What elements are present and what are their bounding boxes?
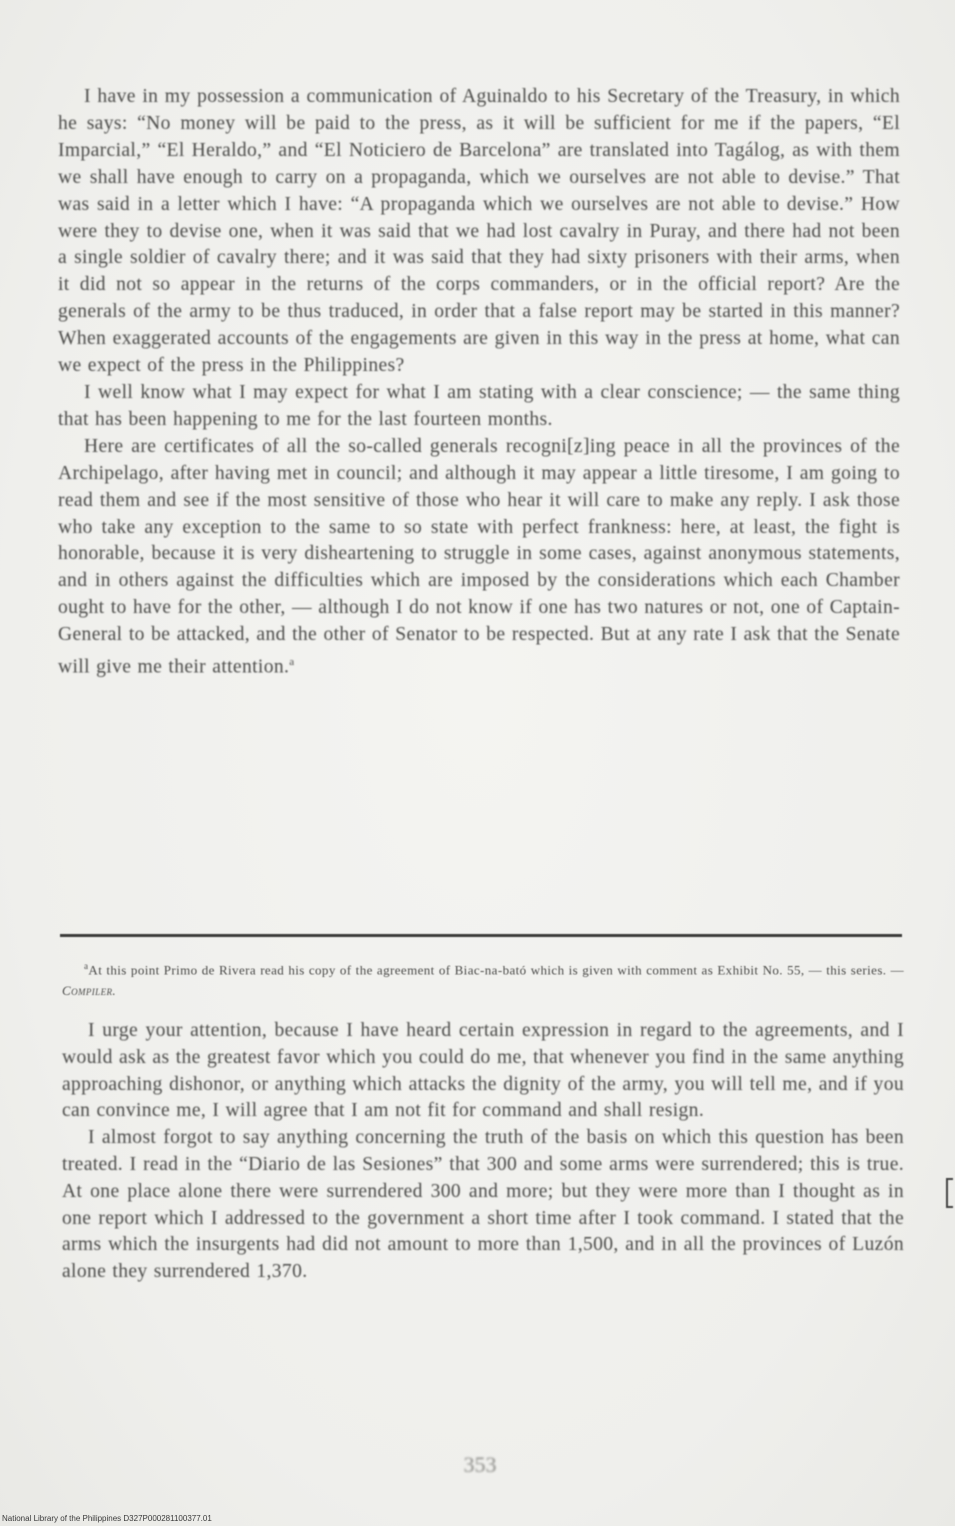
page-number: 353 <box>463 1452 497 1477</box>
footnote-divider <box>60 934 902 937</box>
paragraph-arms-surrendered: I almost forgot to say anything concerning the truth of the basis on which this question has been treated. I read in the “Diario de las Sesiones” that 300 and some arms were surrendered; this is true. At one place alone there were surrendered 300 and more; but they were more than I thought as in one report which I addressed to the government a short time after I took command. I stated that the arms which the insurgents had did not amount to more than 1,500, and in all the provinces of Luzón alone they surrendered 1,370. <box>62 1127 904 1283</box>
archive-credit: National Library of the Philippines D327P000281100377.01 <box>2 1514 212 1523</box>
footnote-marker: a <box>84 961 89 971</box>
footnote-signature: Compiler. <box>62 983 117 999</box>
footnote-text: At this point Primo de Rivera read his copy of the agreement of Biac-na-bató which is given with comment as Exhibit No. 55, — this series. — <box>88 962 904 978</box>
footnote-reference: a <box>289 656 295 669</box>
continued-text-block <box>62 1018 904 1286</box>
paragraph-certificates <box>58 434 900 682</box>
margin-bracket-mark <box>946 1178 953 1208</box>
paragraph-urge-attention: I urge your attention, because I have heard certain expression in regard to the agreements, and I would ask as the greatest favor which you could do me, that whenever you find in the same anything approaching dishonor, or anything which attacks the dignity of the army, you will tell me, and if you can convince me, I will agree that I am not fit for command and shall resign. <box>62 1020 904 1122</box>
paragraph-clear-conscience: I well know what I may expect for what I am stating with a clear conscience; — the same thing that has been happening to me for the last fourteen months. <box>58 381 900 430</box>
paragraph-certificates-text: Here are certificates of all the so-called generals recogni[z]ing peace in all the provinces of the Archipelago, after having met in council; and although it may appear a little tiresome, I am going to read them and see if the most sensitive of those who hear it will care to make any reply. I ask those who take any exception to the same to so state with perfect frankness: here, at least, the fight is honorable, because it is very disheartening to struggle in some cases, against anonymous statements, and in others against the difficulties which are imposed by the considerations which each Chamber ought to have for the other, — although I do not know if one has two natures or not, one of Captain-General to be attacked, and the other of Senator to be respected. But at any rate I ask that the Senate will give me their attention. <box>58 435 900 678</box>
paragraph-aguinaldo-letter: I have in my possession a communication of Aguinaldo to his Secretary of the Treasury, in which he says: “No money will be paid to the press, as it will be sufficient for me if the papers, “El Imparcial,” “El Heraldo,” and “El Noticiero de Barcelona” are translated into Tagálog, as with them we shall have enough to carry on a propaganda, which we ourselves are not able to devise.” That was said in a letter which I have: “A propaganda which we ourselves are not able to devise.” How were they to devise one, when it was said that we had lost cavalry in Puray, and there had not been a single soldier of cavalry there; and it was said that they had sixty prisoners with their arms, when it did not so appear in the returns of the corps commanders, or in the official report? Are the generals of the army to be thus traduced, in order that a false report may be started in this manner? When exaggerated accounts of the engagements are given in this way in the press at home, what can we expect of the press in the Philippines? <box>58 86 900 377</box>
footnote <box>62 956 904 1001</box>
main-text-block <box>58 84 900 681</box>
